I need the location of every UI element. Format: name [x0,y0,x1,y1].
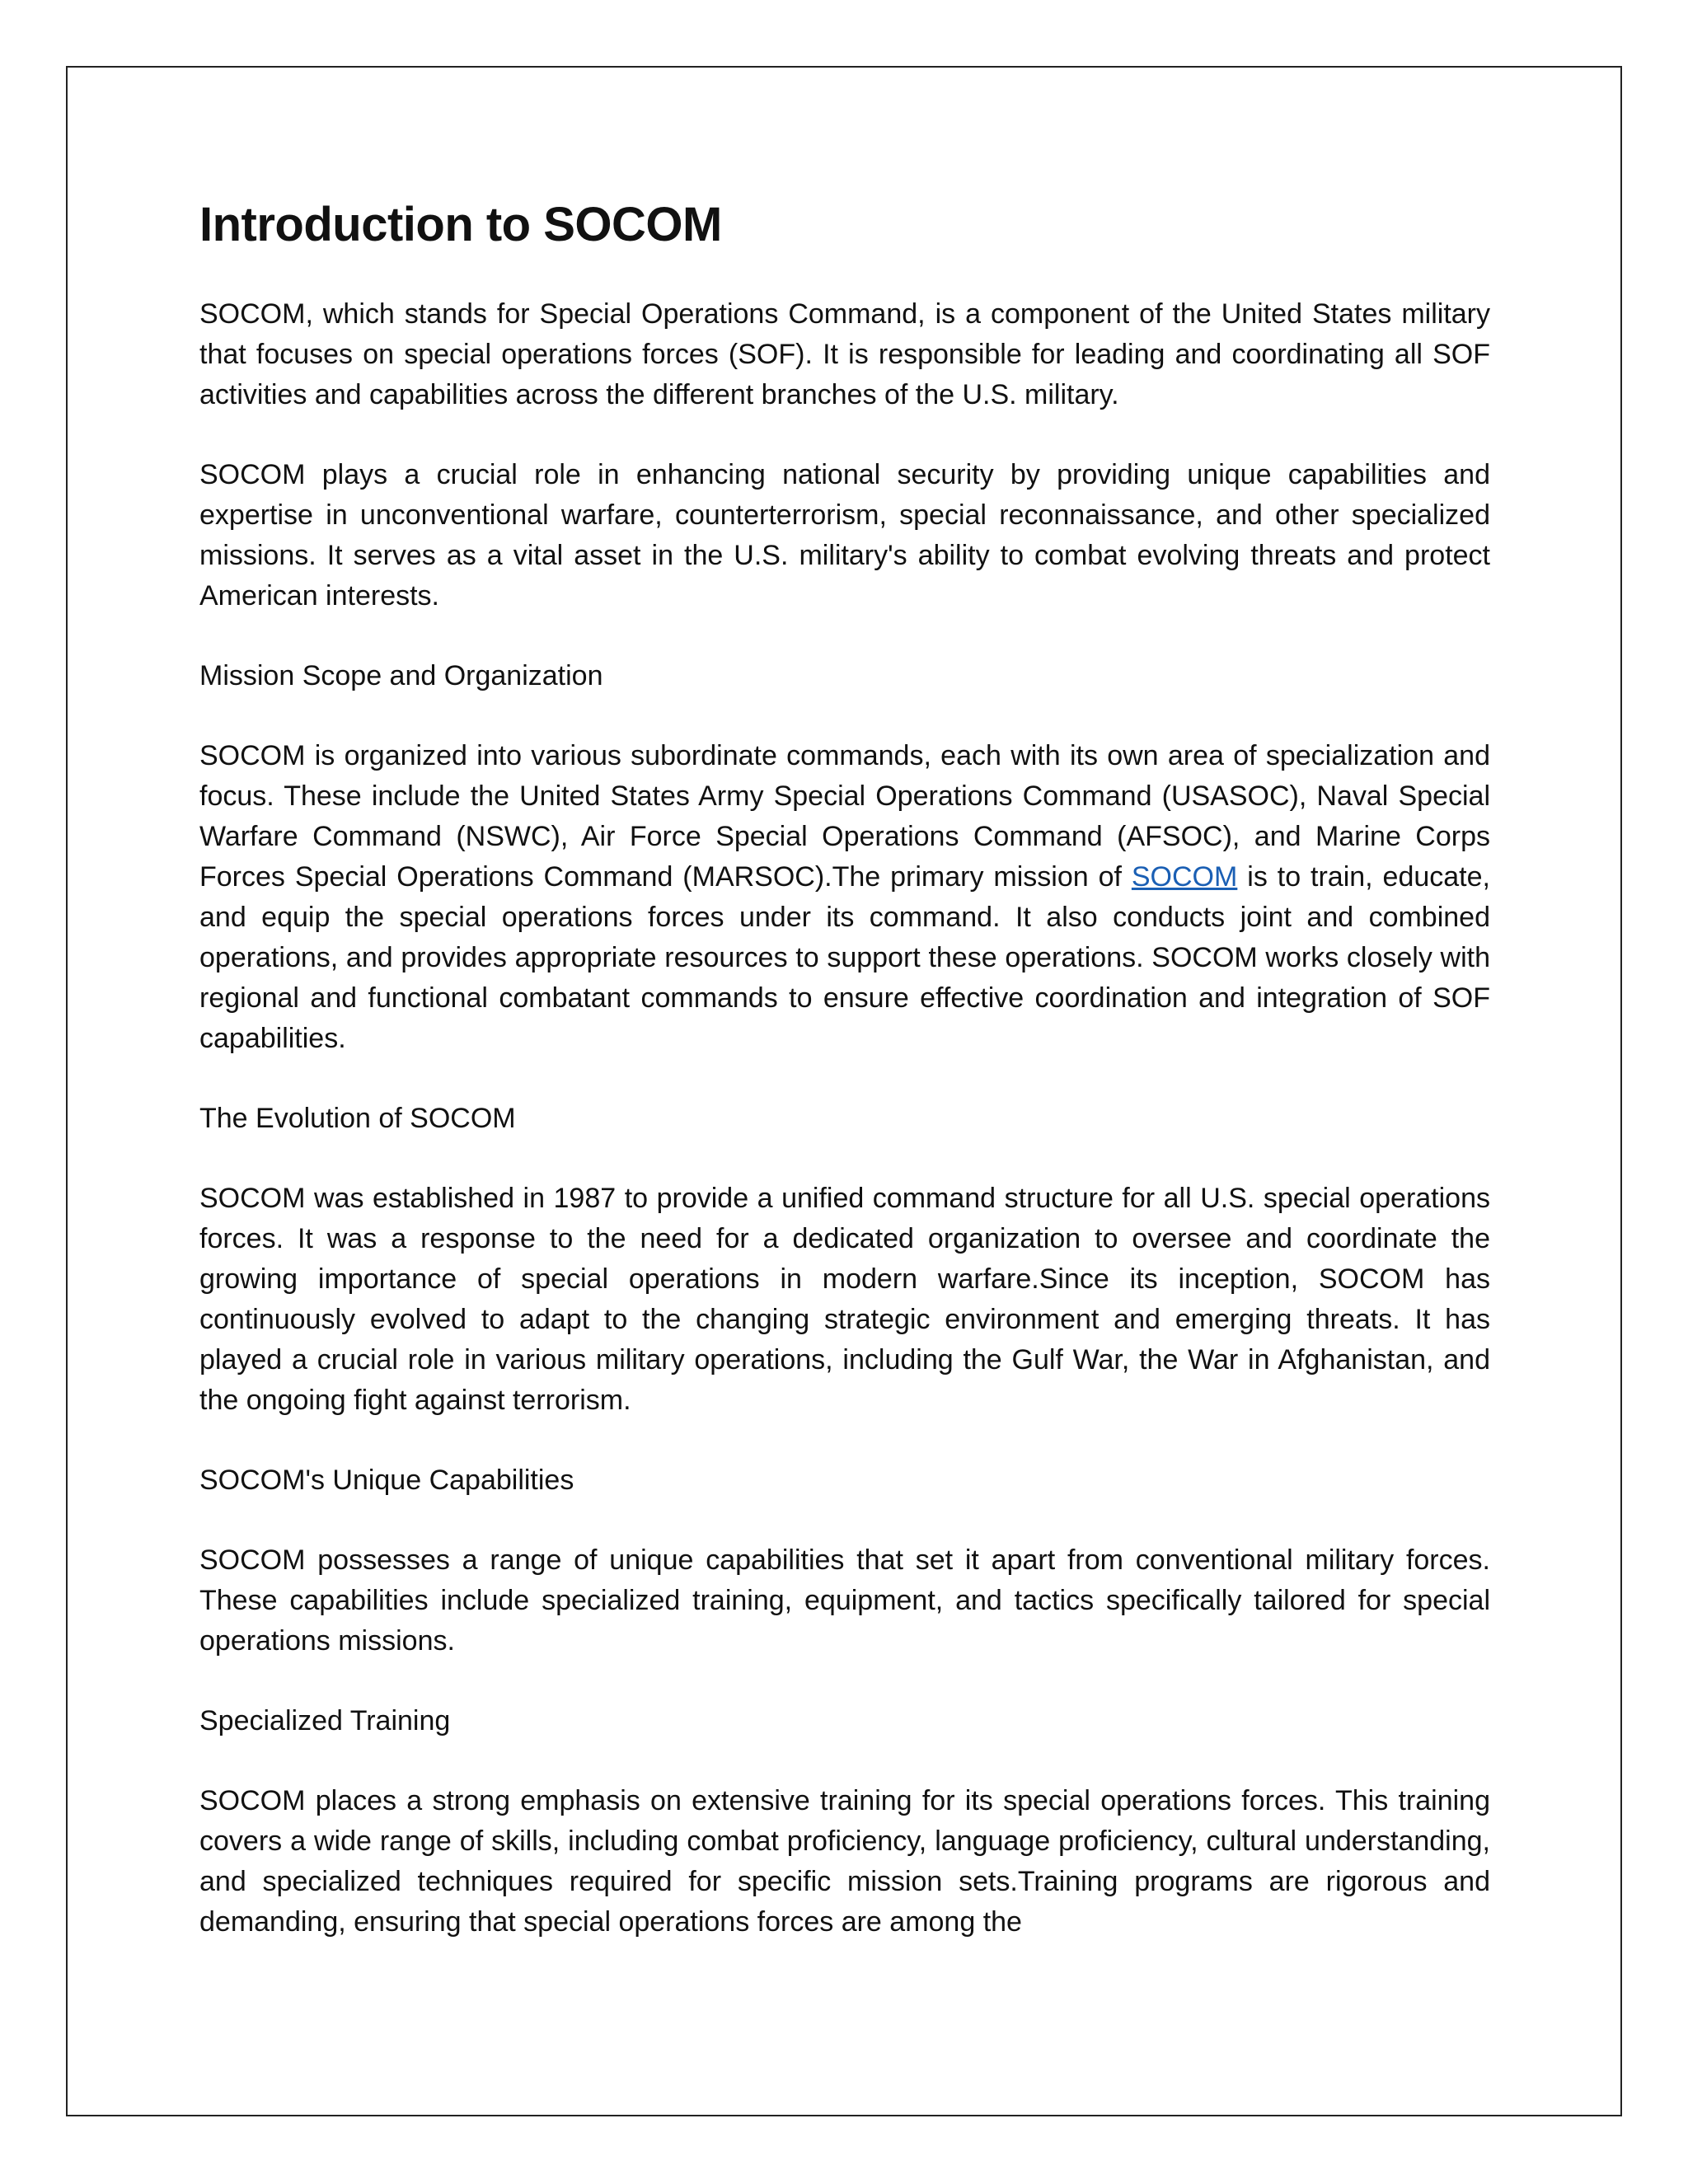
section-heading-evolution: The Evolution of SOCOM [199,1102,516,1134]
mission-text-end: is to train, educate, and equip the special operations forces under its command. It also conducts joint and combined operations, and provides appropriate resources to support these operations. SOCOM works closely with regional and functional combatant commands to ensure effective coordination and integration of SOF capabilities. [199,860,1490,1054]
training-paragraph: SOCOM places a strong emphasis on extensive training for its special operations forces. This training covers a wide range of skills, including combat proficiency, language proficiency, cultural understanding, and specialized techniques required for specific mission sets.Training programs are rigorous and demanding, ensuring that special operations forces are among the [199,1784,1490,1938]
mission-paragraph [199,736,1490,1059]
section-heading-mission: Mission Scope and Organization [199,659,603,691]
socom-link[interactable]: SOCOM [1131,860,1238,893]
section-heading-training: Specialized Training [199,1704,451,1736]
mission-text-start: SOCOM is organized into various subordinate commands, each with its own area of specialization and focus. These include the United States Army Special Operations Command (USASOC), Naval Special Warfare Command (NSWC), Air Force Special Operations Command (AFSOC), and Marine Corps Forces Special Operations Command (MARSOC).The primary mission of [199,739,1490,893]
evolution-paragraph: SOCOM was established in 1987 to provide a unified command structure for all U.S. special operations forces. It was a response to the need for a dedicated organization to oversee and coordinate the growing importance of special operations in modern warfare.Since its inception, SOCOM has continuously evolved to adapt to the changing strategic environment and emerging threats. It has played a crucial role in various military operations, including the Gulf War, the War in Afghanistan, and the ongoing fight against terrorism. [199,1182,1490,1416]
intro-paragraph-2: SOCOM plays a crucial role in enhancing national security by providing unique capabilities and expertise in unconventional warfare, counterterrorism, special reconnaissance, and other specialized missions. It serves as a vital asset in the U.S. military's ability to combat evolving threats and protect American interests. [199,458,1490,612]
intro-paragraph-1: SOCOM, which stands for Special Operations Command, is a component of the United States military that focuses on special operations forces (SOF). It is responsible for leading and coordinating all SOF activities and capabilities across the different branches of the U.S. military. [199,298,1490,410]
capabilities-paragraph: SOCOM possesses a range of unique capabilities that set it apart from conventional military forces. These capabilities include specialized training, equipment, and tactics specifically tailored for special operations missions. [199,1544,1490,1657]
section-heading-capabilities: SOCOM's Unique Capabilities [199,1464,574,1496]
document-body [199,198,1490,1982]
page-title: Introduction to SOCOM [199,198,722,251]
